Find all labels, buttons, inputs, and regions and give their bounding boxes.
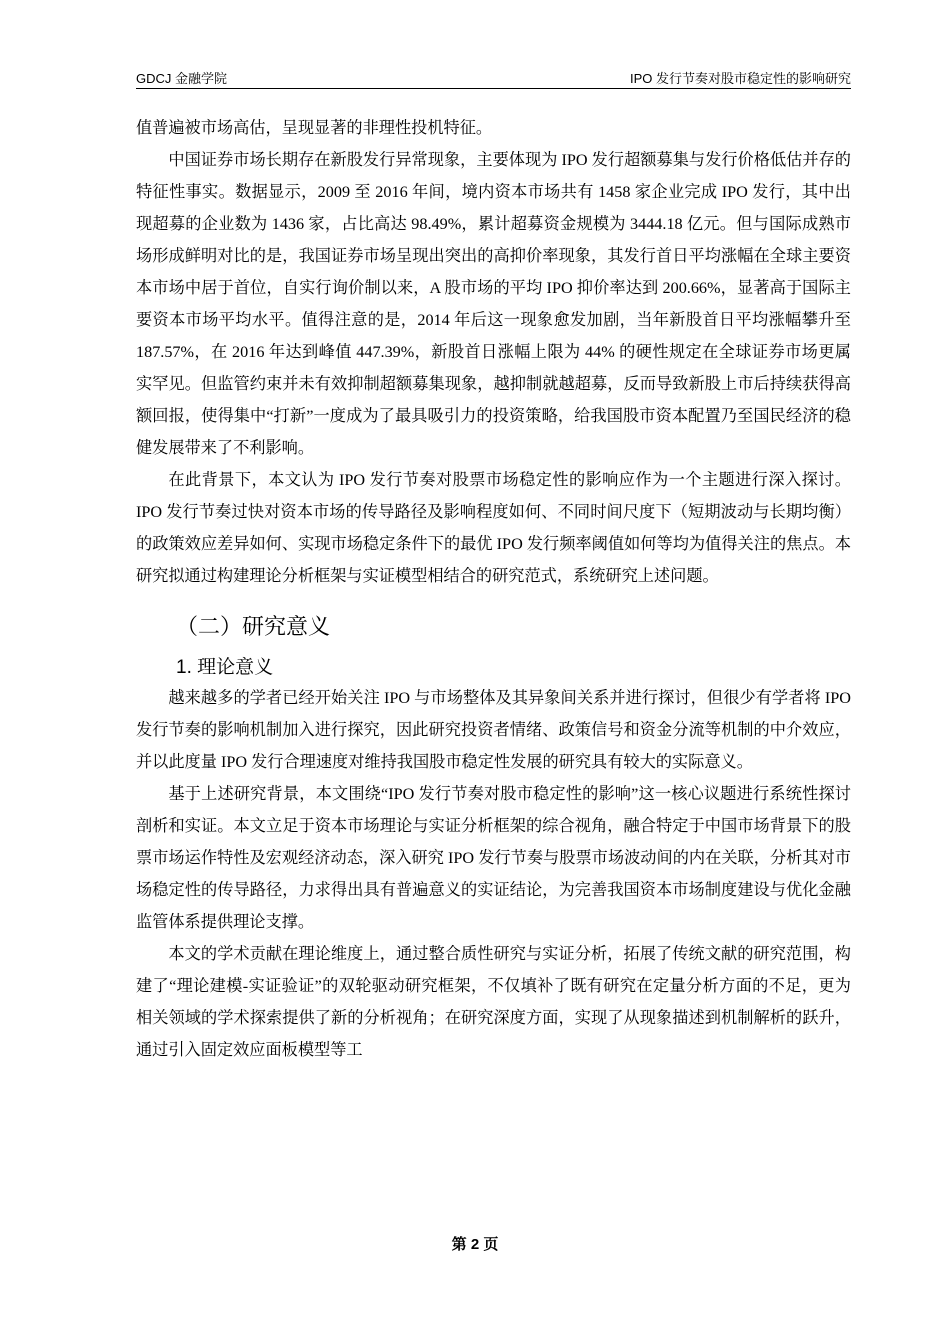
header-paper-title: IPO 发行节奏对股市稳定性的影响研究 xyxy=(629,71,851,86)
paragraph-background: 在此背景下，本文认为 IPO 发行节奏对股票市场稳定性的影响应作为一个主题进行深入探讨。IPO 发行节奏过快对资本市场的传导路径及影响程度如何、不同时间尺度下（短期波动与长期均衡）的政策效应差异如何、实现市场稳定条件下的最优 IPO 发行频率阈值如何等均为值得关注的焦点。本研究拟通过构建理论分析框架与实证模型相结合的研究范式，系统研究上述问题。 xyxy=(136,471,851,585)
paragraph-theory-1: 越来越多的学者已经开始关注 IPO 与市场整体及其异象间关系并进行探讨，但很少有学者将 IPO 发行节奏的影响机制加入进行探究，因此研究投资者情绪、政策信号和资金分流等机制的中介效应，并以此度量 IPO 发行合理速度对维持我国股市稳定性发展的研究具有较大的实际意义。 xyxy=(136,689,851,771)
page-number: 第 2 页 xyxy=(451,1236,499,1253)
section-heading: （二）研究意义 xyxy=(176,614,331,639)
running-header xyxy=(136,66,851,88)
paragraph-theory-2: 基于上述研究背景，本文围绕“IPO 发行节奏对股市稳定性的影响”这一核心议题进行系统性探讨剖析和实证。本文立足于资本市场理论与实证分析框架的综合视角，融合特定于中国市场背景下的股票市场运作特性及宏观经济动态，深入研究 IPO 发行节奏与股票市场波动间的内在关联，分析其对市场稳定性的传导路径，力求得出具有普遍意义的实证结论，为完善我国资本市场制度建设与优化金融监管体系提供理论支撑。 xyxy=(136,785,851,931)
body-text xyxy=(136,112,851,1066)
header-rule xyxy=(136,88,851,89)
subsection-heading: 1. 理论意义 xyxy=(176,657,274,678)
paragraph-ipo-facts: 中国证券市场长期存在新股发行异常现象，主要体现为 IPO 发行超额募集与发行价格低估并存的特征性事实。数据显示，2009 至 2016 年间，境内资本市场共有 1458 家企业完成 IPO 发行，其中出现超募的企业数为 1436 家，占比高达 98.49%，累计超募资金规模为 3444.18 亿元。但与国际成熟市场形成鲜明对比的是，我国证券市场呈现出突出的高抑价率现象，其发行首日平均涨幅在全球主要资本市场中居于首位，自实行询价制以来，A 股市场的平均 IPO 抑价率达到 200.66%，显著高于国际主要资本市场平均水平。值得注意的是，2014 年后这一现象愈发加剧，当年新股首日平均涨幅攀升至 187.57%，在 2016 年达到峰值 447.39%，新股首日涨幅上限为 44% 的硬性规定在全球证券市场更属实罕见。但监管约束并未有效抑制超额募集现象，越抑制就越超募，反而导致新股上市后持续获得高额回报，使得集中“打新”一度成为了最具吸引力的投资策略，给我国股市资本配置乃至国民经济的稳健发展带来了不利影响。 xyxy=(136,151,851,457)
header-institution: GDCJ 金融学院 xyxy=(136,71,228,86)
paragraph-theory-3: 本文的学术贡献在理论维度上，通过整合质性研究与实证分析，拓展了传统文献的研究范围，构建了“理论建模-实证验证”的双轮驱动研究框架，不仅填补了既有研究在定量分析方面的不足，更为相关领域的学术探索提供了新的分析视角；在研究深度方面，实现了从现象描述到机制解析的跃升，通过引入固定效应面板模型等工 xyxy=(136,945,851,1059)
paragraph-continuation: 值普遍被市场高估，呈现显著的非理性投机特征。 xyxy=(136,119,493,137)
